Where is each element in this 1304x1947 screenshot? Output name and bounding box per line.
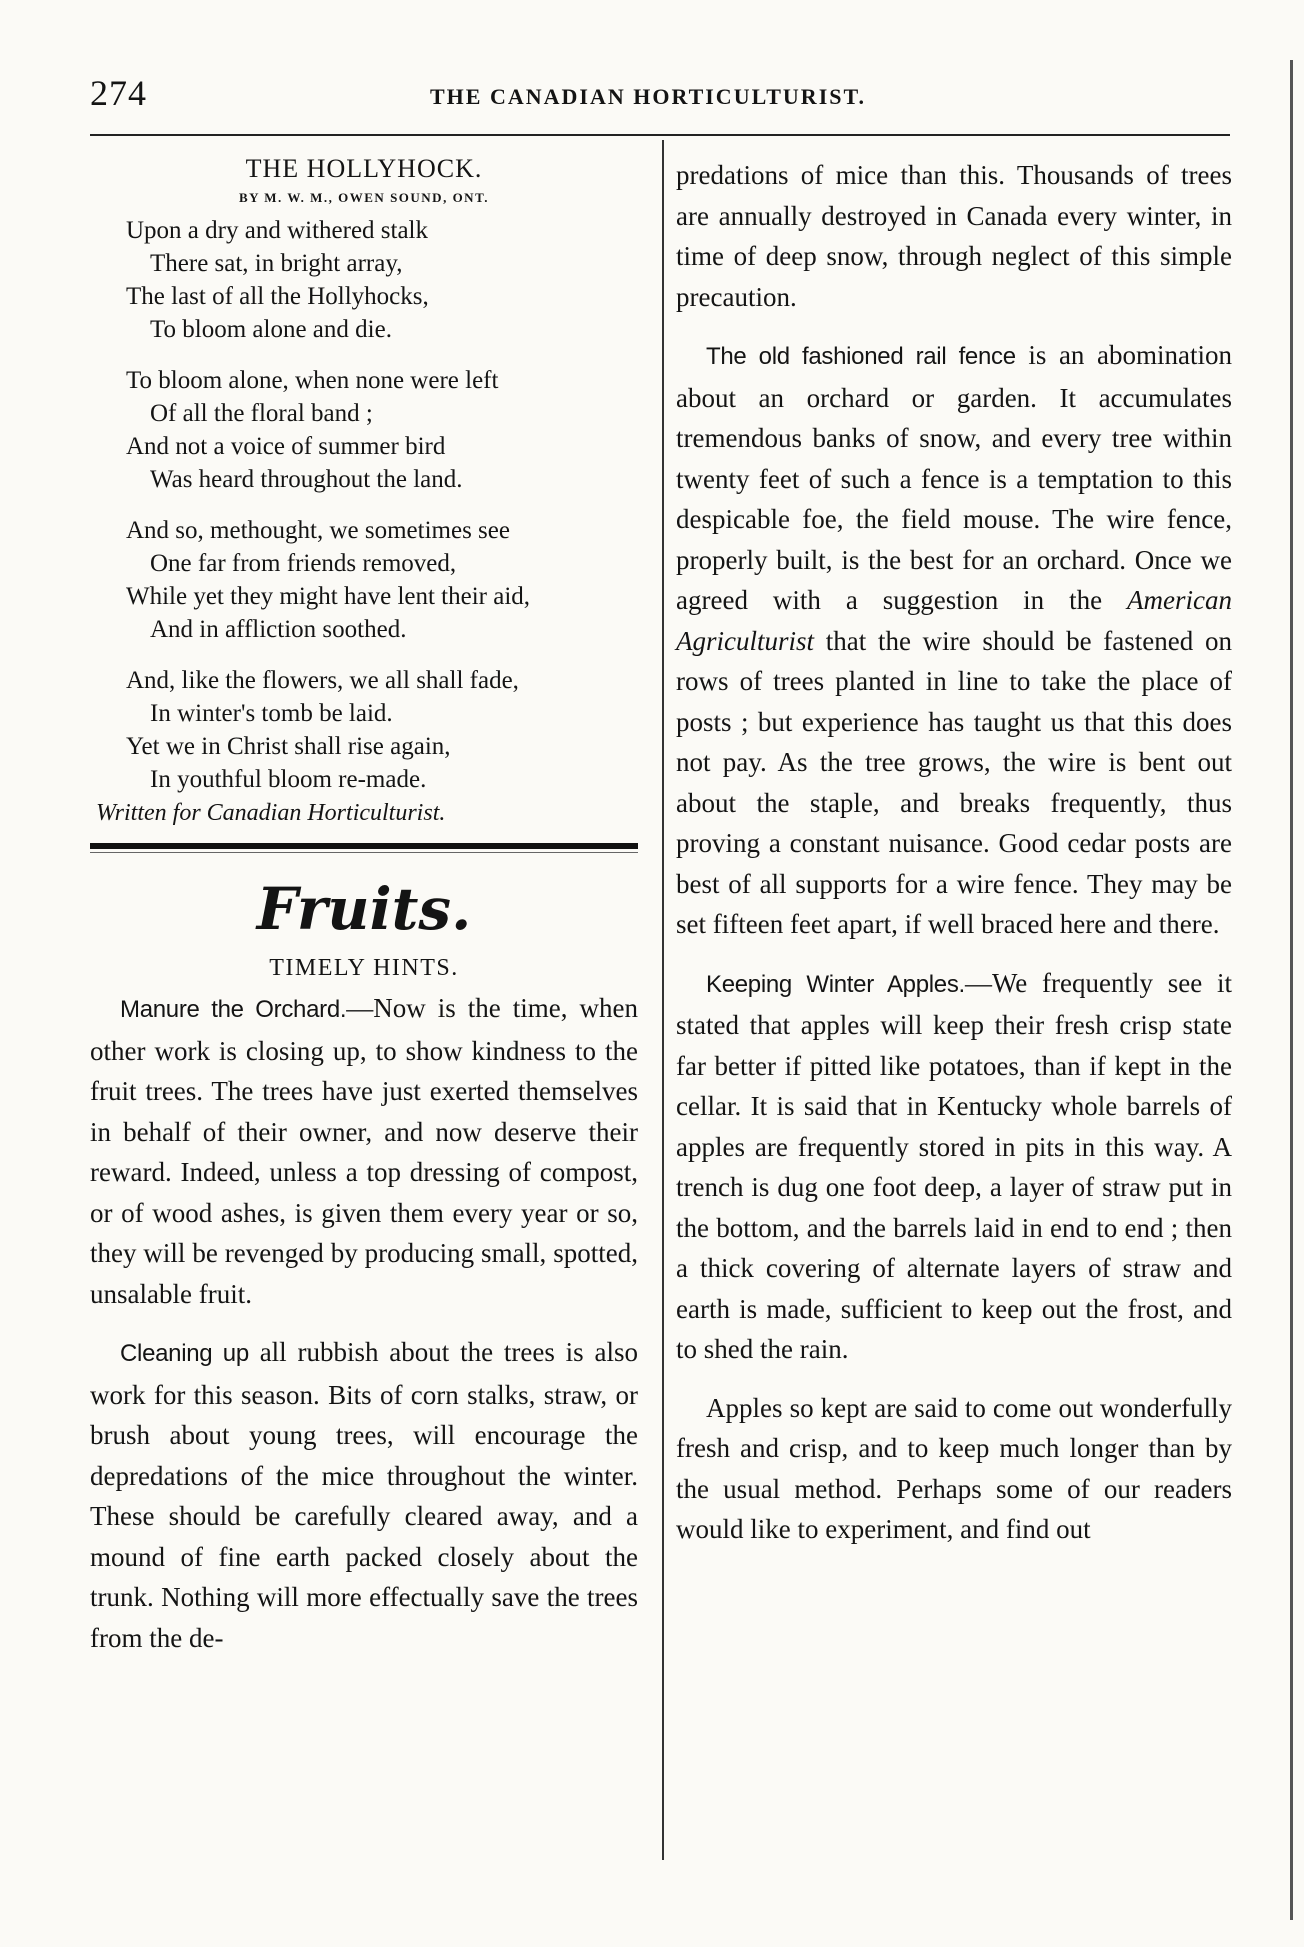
poem-line: Upon a dry and withered stalk	[126, 217, 429, 244]
header-rule	[90, 134, 1230, 136]
section-rule-thin	[90, 852, 638, 853]
runin-heading: Manure the Orchard.	[120, 996, 347, 1023]
runin-heading: Cleaning up	[120, 1340, 249, 1367]
page-edge-line	[1290, 60, 1293, 1920]
poem-stanza-3	[90, 514, 638, 646]
paragraph-text: all rubbish about the trees is also work for this season. Bits of corn stalks, straw, or brush about young trees, will encourage the depredations of the mice throughout the winter. These should be carefully cleared away, and a mound of fine earth packed closely about the trunk. Nothing will more effectually save the trees from the de-	[90, 1337, 638, 1653]
poem-line: While yet they might have lent their aid,	[126, 583, 531, 610]
poem-line: Was heard throughout the land.	[150, 466, 463, 493]
paragraph-cleaning-up	[90, 1332, 638, 1658]
article-subhead: TIMELY HINTS.	[269, 955, 459, 981]
paragraph-apples-kept: Apples so kept are said to come out wonderfully fresh and crisp, and to keep much longer than by the usual method. Perhaps some of our readers would like to experiment, and find out	[676, 1392, 1232, 1544]
poem-line: There sat, in bright array,	[150, 250, 403, 277]
poem-line: The last of all the Hollyhocks,	[126, 283, 429, 310]
page-header	[90, 72, 1250, 122]
runin-heading: Keeping Winter Apples.	[706, 970, 965, 998]
paragraph-continued: predations of mice than this. Thousands of trees are annually destroyed in Canada every winter, in time of deep snow, through neglect of this simple precaution.	[676, 160, 1232, 312]
paragraph-text: is an abomination about an orchard or garden. It accumulates tremendous banks of snow, and every tree within twenty feet of such a fence is a temptation to this despicable foe, the field mouse. The wire fence, properly built, is the best for an orchard. Once we agreed with a suggestion in the	[676, 340, 1232, 615]
section-rule	[90, 843, 638, 849]
paragraph-winter-apples	[676, 963, 1232, 1370]
poem-credit: Written for Canadian Horticulturist.	[96, 800, 446, 826]
left-column	[90, 150, 638, 1658]
poem-line: One far from friends removed,	[150, 550, 457, 577]
paragraph-text: —Now is the time, when other work is closing up, to show kindness to the fruit trees. The trees have just exerted themselves in behalf of their owner, and now deserve their reward. Indeed, unless a top dressing of compost, or of wood ashes, is given them every year or so, they will be revenged by producing small, spotted, unsalable fruit.	[90, 993, 638, 1309]
runin-heading: The old fashioned rail fence	[706, 343, 1016, 370]
paragraph-manure-orchard	[90, 988, 638, 1314]
poem-byline: BY M. W. M., OWEN SOUND, ONT.	[238, 190, 490, 205]
poem-line: In winter's tomb be laid.	[150, 700, 393, 727]
running-title: THE CANADIAN HORTICULTURIST.	[430, 84, 867, 109]
poem-stanza-1	[90, 214, 638, 346]
publication-title: American Agriculturist	[676, 585, 1232, 656]
poem-line: And so, methought, we sometimes see	[126, 517, 510, 544]
poem-line: To bloom alone, when none were left	[126, 367, 499, 394]
column-divider	[662, 140, 664, 1860]
poem-line: Yet we in Christ shall rise again,	[126, 733, 451, 760]
poem-line: To bloom alone and die.	[150, 316, 392, 343]
poem-line: And, like the flowers, we all shall fade,	[126, 667, 519, 694]
poem-line: And in affliction soothed.	[150, 616, 407, 643]
section-title: Fruits.	[256, 875, 472, 943]
paragraph-text: that the wire should be fastened on rows of trees planted in line to take the place of posts ; but experience has taught us that this does not pay. As the tree grows, the wire is bent out about the staple, and breaks frequently, thus proving a constant nuisance. Good cedar posts are best of all supports for a wire fence. They may be set fifteen feet apart, if well braced here and there.	[676, 625, 1232, 939]
poem-stanza-2	[90, 364, 638, 496]
poem-line: And not a voice of summer bird	[126, 433, 446, 460]
poem-title: THE HOLLYHOCK.	[245, 154, 483, 183]
paragraph-rail-fence	[676, 335, 1232, 945]
right-column	[676, 155, 1232, 1550]
poem-line: In youthful bloom re-made.	[150, 766, 427, 793]
paragraph-text: —We frequently see it stated that apples will keep their fresh crisp state far better if pitted like potatoes, than if kept in the cellar. It is said that in Kentucky whole barrels of apples are frequently stored in pits in this way. A trench is dug one foot deep, a layer of straw put in the bottom, and the barrels laid in end to end ; then a thick covering of alternate layers of straw and earth is made, sufficient to keep out the frost, and to shed the rain.	[676, 967, 1232, 1364]
poem-stanza-4	[90, 664, 638, 796]
page-number: 274	[90, 73, 147, 113]
poem-line: Of all the floral band ;	[150, 400, 373, 427]
